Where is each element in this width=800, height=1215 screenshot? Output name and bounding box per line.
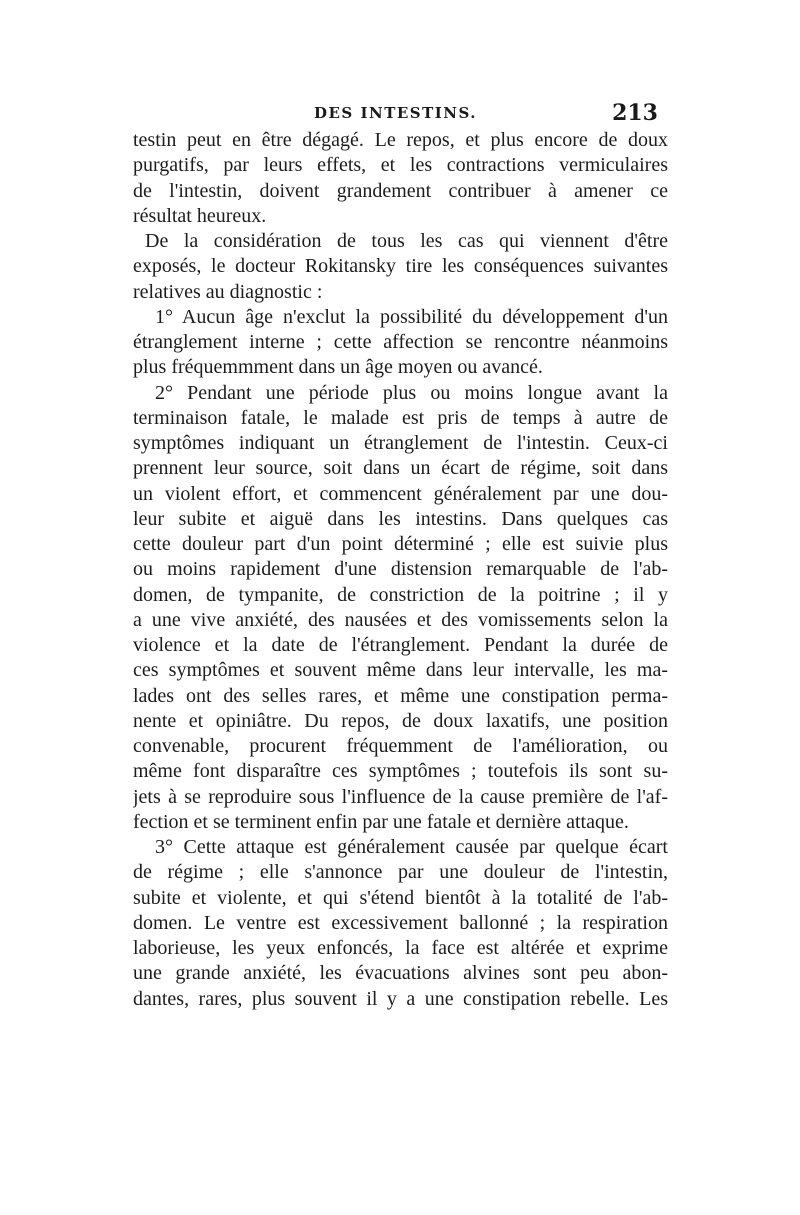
text-line: de l'intestin, doivent grandement contribuer à amener ce xyxy=(133,179,668,202)
page-number: 213 xyxy=(612,100,658,126)
running-head: DES INTESTINS. xyxy=(313,104,478,122)
text-line: nente et opiniâtre. Du repos, de doux laxatifs, une position xyxy=(133,709,668,732)
text-line: testin peut en être dégagé. Le repos, et plus encore de doux xyxy=(133,129,668,151)
text-line: jets à se reproduire sous l'influence de la cause première de l'af- xyxy=(133,785,668,808)
text-line: lades ont des selles rares, et même une constipation perma- xyxy=(133,684,668,707)
text-line: 2° Pendant une période plus ou moins longue avant la xyxy=(155,381,668,404)
text-line: cette douleur part d'un point déterminé ; elle est suivie plus xyxy=(133,533,668,555)
text-line: résultat heureux. xyxy=(133,204,267,227)
text-line: convenable, procurent fréquemment de l'amélioration, ou xyxy=(133,735,668,757)
text-line: même font disparaître ces symptômes ; toutefois ils sont su- xyxy=(133,760,668,783)
text-line: relatives au diagnostic : xyxy=(133,280,323,303)
text-line: plus fréquemmment dans un âge moyen ou avancé. xyxy=(133,356,543,379)
text-line: 1° Aucun âge n'exclut la possibilité du développement d'un xyxy=(155,305,668,328)
page-header xyxy=(133,100,658,128)
text-line: De la considération de tous les cas qui viennent d'être xyxy=(145,230,668,252)
text-line: subite et violente, et qui s'étend bientôt à la totalité de l'ab- xyxy=(133,886,668,909)
text-line: ou moins rapidement d'une distension remarquable de l'ab- xyxy=(133,558,668,581)
text-line: un violent effort, et commencent généralement par une dou- xyxy=(133,482,668,505)
text-line: a une vive anxiété, des nausées et des vomissements selon la xyxy=(133,608,668,631)
text-line: ces symptômes et souvent même dans leur intervalle, les ma- xyxy=(133,659,668,682)
text-line: prennent leur source, soit dans un écart de régime, soit dans xyxy=(133,457,668,480)
text-line: fection et se terminent enfin par une fatale et dernière attaque. xyxy=(133,810,629,833)
text-line: symptômes indiquant un étranglement de l'intestin. Ceux-ci xyxy=(133,432,668,454)
text-line: domen. Le ventre est excessivement ballonné ; la respiration xyxy=(133,911,668,934)
text-line: leur subite et aiguë dans les intestins. Dans quelques cas xyxy=(133,507,668,530)
text-line: 3° Cette attaque est généralement causée par quelque écart xyxy=(155,836,668,858)
text-line: dantes, rares, plus souvent il y a une constipation rebelle. Les xyxy=(133,987,668,1010)
text-line: domen, de tympanite, de constriction de la poitrine ; il y xyxy=(133,583,668,606)
text-line: étranglement interne ; cette affection se rencontre néanmoins xyxy=(133,331,668,353)
text-line: laborieuse, les yeux enfoncés, la face est altérée et exprime xyxy=(133,937,668,959)
body-text xyxy=(133,128,668,1012)
text-line: violence et la date de l'étranglement. Pendant la durée de xyxy=(133,634,668,656)
text-line: de régime ; elle s'annonce par une douleur de l'intestin, xyxy=(133,861,668,884)
text-line: terminaison fatale, le malade est pris de temps à autre de xyxy=(133,406,668,429)
text-line: exposés, le docteur Rokitansky tire les conséquences suivantes xyxy=(133,255,668,278)
text-line: purgatifs, par leurs effets, et les contractions vermiculaires xyxy=(133,154,668,177)
text-line: une grande anxiété, les évacuations alvines sont peu abon- xyxy=(133,962,668,985)
